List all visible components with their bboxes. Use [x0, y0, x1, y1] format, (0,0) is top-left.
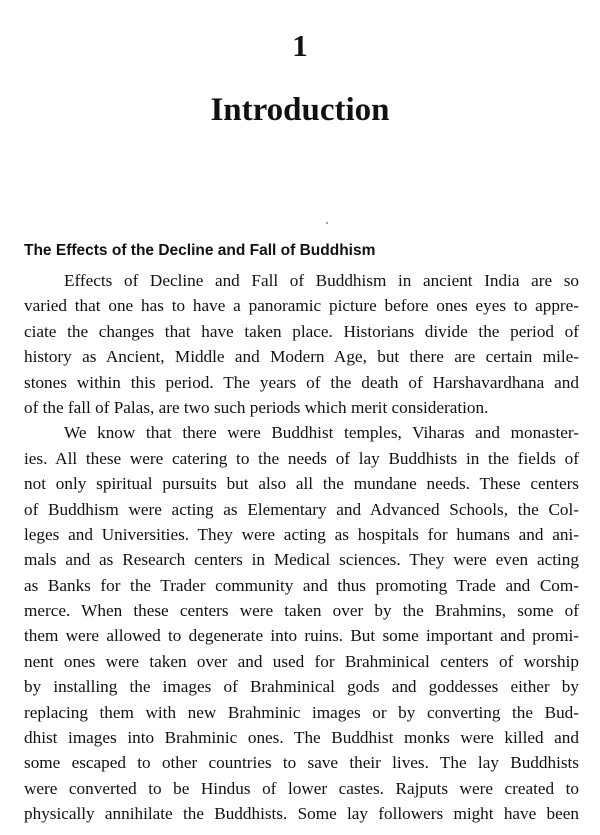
text-line: ciate the changes that have taken place. Historians divide the period of: [24, 321, 579, 341]
text-line: as Banks for the Trader community and thus promoting Trade and Com-: [24, 575, 579, 595]
text-line: We know that there were Buddhist temples, Viharas and monaster-: [64, 423, 579, 443]
text-line: merce. When these centers were taken over by the Brahmins, some of: [24, 601, 579, 621]
chapter-number: 1: [292, 28, 308, 63]
text-line: history as Ancient, Middle and Modern Age, but there are certain mile-: [24, 347, 579, 367]
chapter-title: Introduction: [210, 92, 390, 128]
text-line: of the fall of Palas, are two such periods which merit consideration.: [24, 397, 489, 417]
text-line: replacing them with new Brahminic images or by converting the Bud-: [24, 702, 579, 722]
text-line: leges and Universities. They were acting as hospitals for humans and ani-: [24, 524, 579, 544]
print-speck: [326, 222, 328, 224]
text-line: them were allowed to degenerate into ruins. But some important and promi-: [24, 626, 579, 646]
text-line: ies. All these were catering to the needs of lay Buddhists in the fields of: [24, 448, 579, 468]
text-line: of Buddhism were acting as Elementary and Advanced Schools, the Col-: [24, 499, 579, 519]
text-line: by installing the images of Brahminical gods and goddesses either by: [24, 677, 579, 697]
text-line: some escaped to other countries to save their lives. The lay Buddhists: [24, 753, 579, 773]
paragraph-2: [24, 420, 579, 826]
section-heading: The Effects of the Decline and Fall of Buddhism: [24, 242, 376, 259]
text-line: were converted to be Hindus of lower castes. Rajputs were created to: [24, 778, 579, 798]
body-text: [24, 268, 579, 827]
text-line: nent ones were taken over and used for Brahminical centers of worship: [24, 651, 579, 671]
text-line: Effects of Decline and Fall of Buddhism in ancient India are so: [64, 271, 579, 290]
text-line: dhist images into Brahminic ones. The Buddhist monks were killed and: [24, 728, 579, 748]
text-line: not only spiritual pursuits but also all the mundane needs. These centers: [24, 474, 579, 494]
text-line: stones within this period. The years of the death of Harshavardhana and: [24, 372, 579, 392]
text-line: mals and as Research centers in Medical sciences. They were even acting: [24, 550, 579, 570]
paragraph-1: [24, 268, 579, 420]
text-line: physically annihilate the Buddhists. Some lay followers might have been: [24, 804, 579, 824]
text-line: varied that one has to have a panoramic picture before ones eyes to appre-: [24, 296, 579, 316]
